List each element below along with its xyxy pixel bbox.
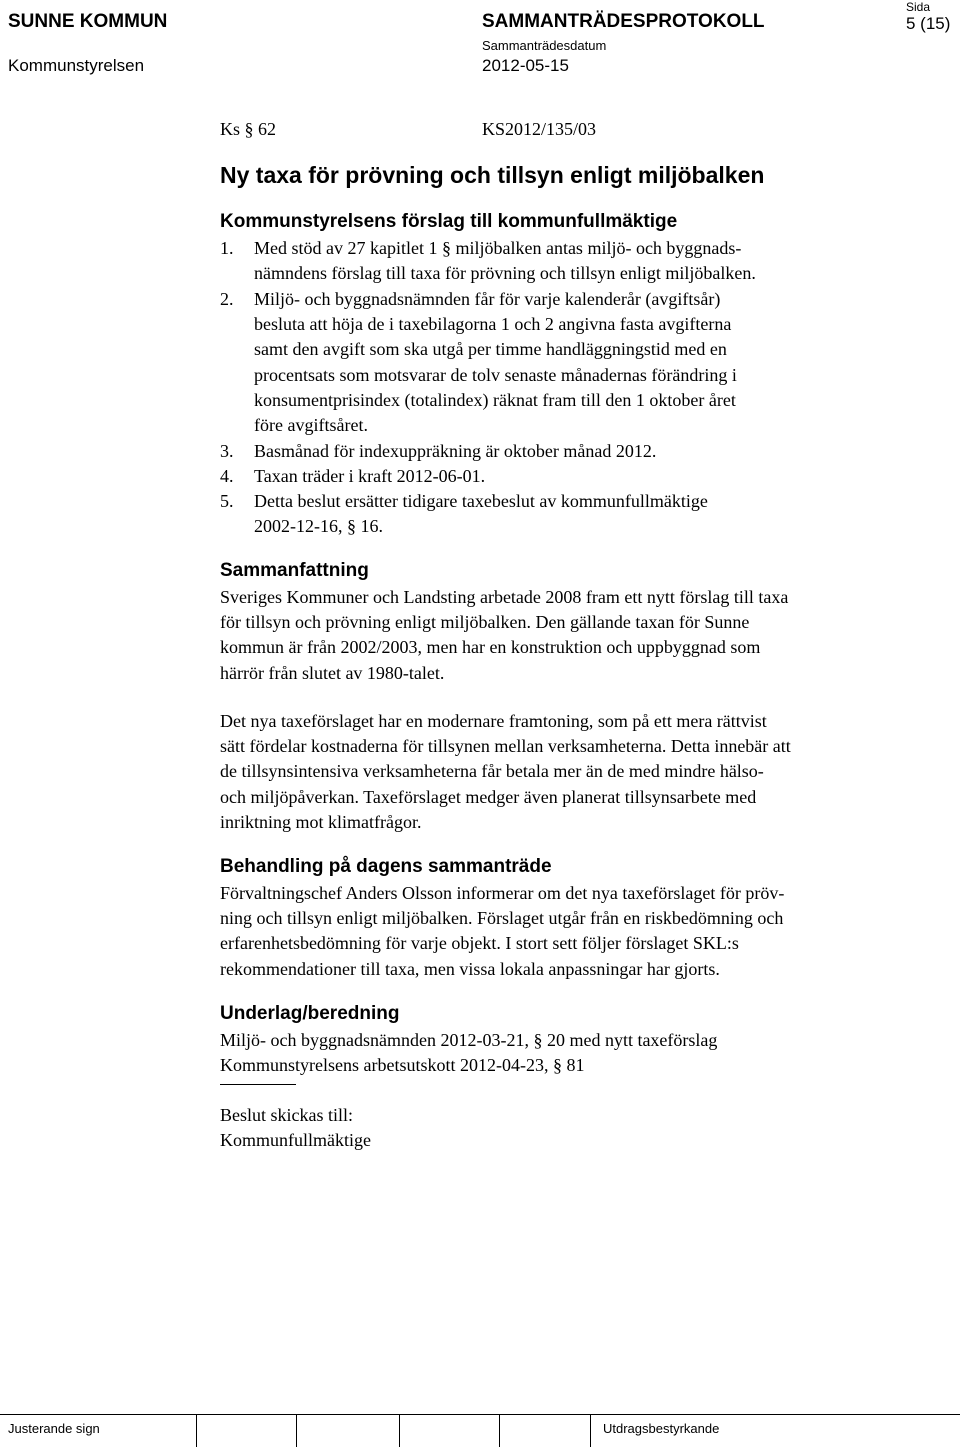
footer-divider	[399, 1415, 400, 1447]
treatment-heading: Behandling på dagens sammanträde	[220, 856, 552, 877]
basis-heading: Underlag/beredning	[220, 1003, 400, 1024]
proposal-item-number: 3.	[220, 441, 234, 461]
document-type: SAMMANTRÄDESPROTOKOLL	[482, 11, 765, 32]
org-name: SUNNE KOMMUN	[8, 11, 168, 32]
footer-divider	[196, 1415, 197, 1447]
case-reference: KS2012/135/03	[482, 119, 597, 139]
summary-paragraph-1: Sveriges Kommuner och Landsting arbetade 2008 fram ett nytt förslag till taxa för tillsyn och prövning enligt miljöbalken. Den gällande taxan för Sunne kommun är från 2002/2003, men har en konstruktion och uppbyggnad som härrör från slutet av 1980-talet.	[220, 587, 789, 683]
proposal-item-2	[220, 287, 920, 439]
distribution-label: Beslut skickas till:	[220, 1105, 353, 1125]
basis-line-1: Miljö- och byggnadsnämnden 2012-03-21, § 20 med nytt taxeförslag	[220, 1030, 718, 1050]
department-name: Kommunstyrelsen	[8, 56, 145, 75]
date-label: Sammanträdesdatum	[482, 38, 607, 53]
treatment-paragraph: Förvaltningschef Anders Olsson informerar om det nya taxeförslaget för pröv- ning och tillsyn enligt miljöbalken. Förslaget utgår från en riskbedömning och erfarenhetsbedömning för varje objekt. I stort sett följer förslaget SKL:s rekommendationer till taxa, men vissa lokala anpassningar har gjorts.	[220, 883, 785, 979]
proposal-item-4	[220, 464, 920, 489]
proposal-item-text: Detta beslut ersätter tidigare taxebeslut av kommunfullmäktige 2002-12-16, § 16.	[254, 491, 708, 537]
distribution-recipient: Kommunfullmäktige	[220, 1130, 371, 1150]
footer-divider	[499, 1415, 500, 1447]
proposal-item-number: 1.	[220, 238, 234, 258]
meeting-date: 2012-05-15	[482, 56, 569, 75]
proposal-item-3	[220, 439, 920, 464]
page-number: 5 (15)	[906, 14, 951, 33]
case-title: Ny taxa för prövning och tillsyn enligt miljöbalken	[220, 162, 765, 188]
proposal-heading: Kommunstyrelsens förslag till kommunfullmäktige	[220, 211, 678, 232]
proposal-item-text: Taxan träder i kraft 2012-06-01.	[254, 466, 486, 486]
basis-line-2: Kommunstyrelsens arbetsutskott 2012-04-23, § 81	[220, 1055, 585, 1075]
proposal-item-number: 4.	[220, 466, 234, 486]
case-number: Ks § 62	[220, 119, 277, 139]
proposal-item-text: Basmånad för indexuppräkning är oktober månad 2012.	[254, 441, 657, 461]
footer-sign-label: Justerande sign	[8, 1421, 100, 1436]
proposal-item-1	[220, 236, 920, 287]
proposal-item-text: Med stöd av 27 kapitlet 1 § miljöbalken antas miljö- och byggnads- nämndens förslag till taxa för prövning och tillsyn enligt miljöbalken.	[254, 238, 756, 284]
footer-divider	[296, 1415, 297, 1447]
page-label: Sida	[906, 0, 931, 14]
proposal-item-text: Miljö- och byggnadsnämnden får för varje kalenderår (avgiftsår) besluta att höja de i taxebilagorna 1 och 2 angivna fasta avgifterna samt den avgift som ska utgå per timme handläggningstid med en procentsats som motsvarar de tolv senaste månadernas förändring i konsumentprisindex (totalindex) räknat fram till den 1 oktober året före avgiftsåret.	[254, 289, 737, 436]
footer-divider	[590, 1415, 591, 1447]
proposal-item-number: 2.	[220, 289, 234, 309]
proposal-item-5	[220, 489, 920, 540]
footer-extract-label: Utdragsbestyrkande	[603, 1421, 720, 1436]
footer-top-rule	[0, 1414, 960, 1415]
separator-rule	[220, 1084, 296, 1085]
proposal-item-number: 5.	[220, 491, 234, 511]
summary-paragraph-2: Det nya taxeförslaget har en modernare framtoning, som på ett mera rättvist sätt fördelar kostnaderna för tillsynen mellan verksamheterna. Detta innebär att de tillsynsintensiva verksamheterna får betala mer än de med mindre hälso- och miljöpåverkan. Taxeförslaget medger även planerat tillsynsarbete med inriktning mot klimatfrågor.	[220, 711, 791, 832]
summary-heading: Sammanfattning	[220, 560, 369, 581]
